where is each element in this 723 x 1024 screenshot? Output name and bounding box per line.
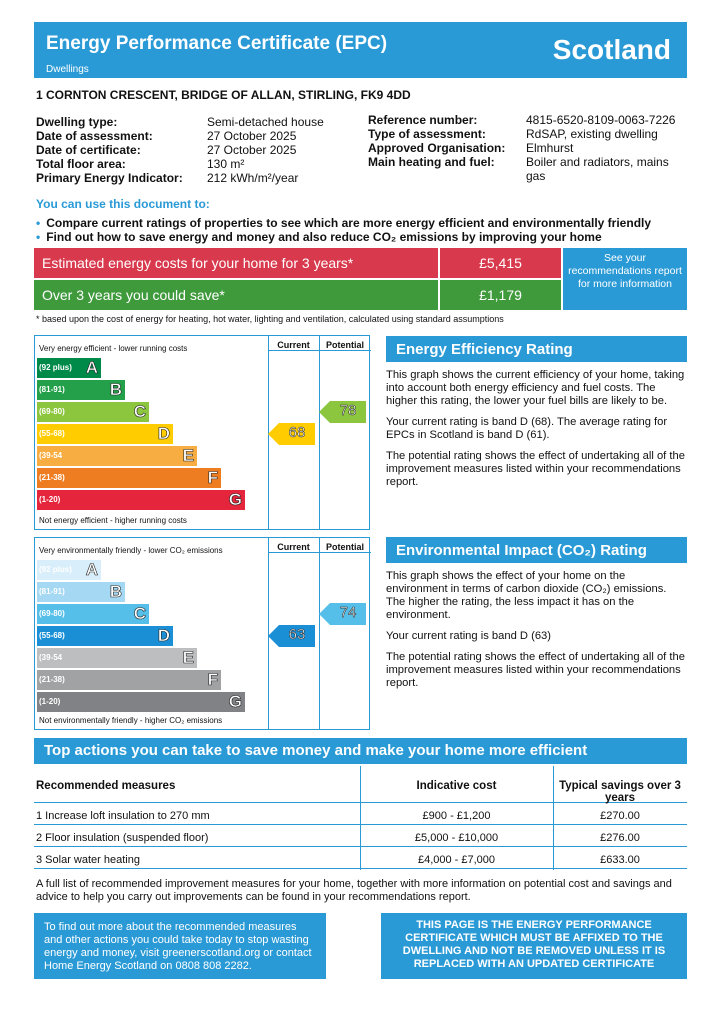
band-range: (81-91) bbox=[39, 587, 65, 596]
details-left-values bbox=[207, 115, 357, 185]
panel-paragraph: The potential rating shows the effect of undertaking all of the improvement measures listed within your recommendations report. bbox=[386, 651, 685, 689]
chart-bottom-note: Not energy efficient - higher running costs bbox=[39, 516, 187, 525]
potential-savings-row bbox=[34, 280, 561, 310]
band-letter: F bbox=[207, 468, 218, 487]
use-item: • Find out how to save energy and money and also reduce CO₂ emissions by improving your home bbox=[36, 230, 602, 244]
measure-cell: 1 Increase loft insulation to 270 mm bbox=[36, 810, 210, 822]
chart-bottom-note: Not environmentally friendly - higher CO₂ emissions bbox=[39, 716, 223, 725]
efficiency-panel-text bbox=[386, 369, 686, 497]
detail-value: Boiler and radiators, mains gas bbox=[526, 155, 669, 183]
band-letter: B bbox=[109, 380, 122, 399]
savings-cell: £270.00 bbox=[600, 810, 640, 822]
environment-panel-text bbox=[386, 570, 686, 698]
current-column-header: Current bbox=[277, 542, 310, 552]
band-range: (69-80) bbox=[39, 609, 65, 618]
detail-label: Date of certificate: bbox=[36, 143, 141, 157]
chart-top-note: Very environmentally friendly - lower CO₂ emissions bbox=[39, 546, 223, 555]
region-label: Scotland bbox=[552, 34, 671, 65]
see-recommendations-note: See your recommendations report for more information bbox=[563, 248, 687, 310]
rating-band-a bbox=[37, 560, 101, 580]
property-address: 1 CORNTON CRESCENT, BRIDGE OF ALLAN, STIRLING, FK9 4DD bbox=[36, 88, 411, 102]
table-rule bbox=[34, 846, 687, 847]
current-rating-arrow: 68 bbox=[279, 423, 315, 445]
detail-label: Reference number: bbox=[368, 113, 478, 127]
environmental-impact-chart bbox=[34, 537, 370, 730]
rating-band-c bbox=[37, 402, 149, 422]
actions-table bbox=[34, 766, 687, 870]
efficiency-panel-heading: Energy Efficiency Rating bbox=[386, 336, 687, 362]
detail-label: Approved Organisation: bbox=[368, 141, 506, 155]
estimated-costs-row bbox=[34, 248, 561, 278]
band-letter: E bbox=[182, 648, 194, 667]
rating-band-b bbox=[37, 582, 125, 602]
band-range: (55-68) bbox=[39, 429, 65, 438]
rating-band-c bbox=[37, 604, 149, 624]
detail-value: 27 October 2025 bbox=[207, 129, 297, 143]
use-item: • Compare current ratings of properties to see which are more energy efficient and environmentally friendly bbox=[36, 216, 652, 230]
detail-value: Semi-detached house bbox=[207, 115, 324, 129]
cost-footnote: * based upon the cost of energy for heating, hot water, lighting and ventilation, calculated using standard assumptions bbox=[36, 314, 504, 324]
cost-cell: £5,000 - £10,000 bbox=[414, 832, 499, 844]
rating-band-a bbox=[37, 358, 101, 378]
measure-cell: 3 Solar water heating bbox=[36, 854, 140, 866]
estimated-costs-value: £5,415 bbox=[440, 248, 561, 278]
detail-label: Dwelling type: bbox=[36, 115, 118, 129]
potential-savings-label: Over 3 years you could save* bbox=[34, 280, 438, 310]
band-letter: B bbox=[109, 582, 122, 601]
environment-panel-heading: Environmental Impact (CO₂) Rating bbox=[386, 537, 687, 563]
band-range: (39-54 bbox=[39, 653, 63, 662]
band-letter: E bbox=[182, 446, 194, 465]
band-letter: D bbox=[157, 424, 170, 443]
bullet-icon: • bbox=[36, 230, 41, 244]
measures-column-header: Recommended measures bbox=[36, 780, 176, 792]
band-range: (1-20) bbox=[39, 697, 61, 706]
band-letter: D bbox=[157, 626, 170, 645]
savings-column-header: Typical savings over 3 years bbox=[559, 780, 681, 804]
band-range: (81-91) bbox=[39, 385, 65, 394]
details-left-labels bbox=[36, 115, 196, 185]
column-header-rule bbox=[268, 552, 371, 553]
band-letter: A bbox=[85, 358, 98, 377]
detail-value: Elmhurst bbox=[526, 141, 574, 155]
cost-column-header: Indicative cost bbox=[416, 780, 497, 792]
detail-value: 4815-6520-8109-0063-7226 bbox=[526, 113, 676, 127]
estimated-costs-label: Estimated energy costs for your home for 3 years* bbox=[34, 248, 438, 278]
detail-value: RdSAP, existing dwelling bbox=[526, 127, 658, 141]
potential-rating-arrow: 74 bbox=[330, 603, 366, 625]
band-letter: C bbox=[133, 604, 146, 623]
detail-label: Main heating and fuel: bbox=[368, 155, 495, 169]
detail-label: Date of assessment: bbox=[36, 129, 153, 143]
use-heading: You can use this document to: bbox=[36, 197, 210, 211]
band-range: (21-38) bbox=[39, 675, 65, 684]
more-info-box: To find out more about the recommended measures and other actions you could take today to stop wasting energy and money, visit greenerscotland.org or contact Home Energy Scotland on 0808 808 2282. bbox=[34, 913, 326, 979]
column-separator bbox=[319, 336, 320, 529]
use-list bbox=[36, 216, 686, 244]
detail-value: 27 October 2025 bbox=[207, 143, 297, 157]
savings-cell: £633.00 bbox=[600, 854, 640, 866]
details-right-values bbox=[526, 113, 691, 183]
cost-cell: £900 - £1,200 bbox=[422, 810, 491, 822]
rating-band-g bbox=[37, 692, 245, 712]
potential-savings-value: £1,179 bbox=[440, 280, 561, 310]
rating-band-f bbox=[37, 670, 221, 690]
band-letter: G bbox=[228, 490, 242, 509]
cost-cell: £4,000 - £7,000 bbox=[417, 854, 496, 866]
table-rule bbox=[34, 868, 687, 869]
header-banner bbox=[34, 22, 687, 78]
savings-cell: £276.00 bbox=[600, 832, 640, 844]
band-range: (1-20) bbox=[39, 495, 61, 504]
column-header-rule bbox=[268, 350, 371, 351]
panel-paragraph: This graph shows the current efficiency of your home, taking into account both energy efficiency and fuel costs. The higher this rating, the lower your fuel bills are likely to be. bbox=[386, 369, 685, 407]
band-range: (92 plus) bbox=[39, 363, 72, 372]
table-rule bbox=[34, 824, 687, 825]
detail-label: Primary Energy Indicator: bbox=[36, 171, 183, 185]
band-range: (21-38) bbox=[39, 473, 65, 482]
current-column-header: Current bbox=[277, 340, 310, 350]
band-range: (69-80) bbox=[39, 407, 65, 416]
band-range: (55-68) bbox=[39, 631, 65, 640]
rating-band-f bbox=[37, 468, 221, 488]
detail-value: 130 m² bbox=[207, 157, 245, 171]
panel-paragraph: The potential rating shows the effect of undertaking all of the improvement measures listed within your recommendations report. bbox=[386, 450, 685, 488]
potential-rating-arrow: 78 bbox=[330, 401, 366, 423]
current-rating-arrow: 63 bbox=[279, 625, 315, 647]
rating-band-g bbox=[37, 490, 245, 510]
detail-label: Total floor area: bbox=[36, 157, 126, 171]
panel-paragraph: Your current rating is band D (63) bbox=[386, 630, 551, 642]
potential-column-header: Potential bbox=[325, 542, 364, 552]
rating-band-d bbox=[37, 424, 173, 444]
potential-column-header: Potential bbox=[325, 340, 364, 350]
detail-value: 212 kWh/m²/year bbox=[207, 171, 299, 185]
details-right-labels bbox=[368, 113, 518, 169]
panel-paragraph: Your current rating is band D (68). The average rating for EPCs in Scotland is band D (61). bbox=[386, 416, 668, 441]
full-list-note: A full list of recommended improvement measures for your home, together with more information on potential cost and savings and advice to help you carry out improvements can be found in your recommendations report. bbox=[36, 878, 672, 903]
page-title: Energy Performance Certificate (EPC) bbox=[46, 33, 388, 54]
affix-notice-box: THIS PAGE IS THE ENERGY PERFORMANCE CERTIFICATE WHICH MUST BE AFFIXED TO THE DWELLING AND NOT BE REMOVED UNLESS IT IS REPLACED WITH AN UPDATED CERTIFICATE bbox=[381, 913, 687, 979]
measure-cell: 2 Floor insulation (suspended floor) bbox=[36, 832, 209, 844]
rating-band-b bbox=[37, 380, 125, 400]
rating-band-e bbox=[37, 648, 197, 668]
band-letter: G bbox=[228, 692, 242, 711]
column-separator bbox=[319, 538, 320, 729]
band-letter: A bbox=[85, 560, 98, 579]
page-subtitle: Dwellings bbox=[46, 64, 89, 75]
energy-efficiency-chart bbox=[34, 335, 370, 530]
band-letter: F bbox=[207, 670, 218, 689]
band-letter: C bbox=[133, 402, 146, 421]
chart-top-note: Very energy efficient - lower running costs bbox=[39, 344, 188, 353]
detail-label: Type of assessment: bbox=[368, 127, 486, 141]
panel-paragraph: This graph shows the effect of your home on the environment in terms of carbon dioxide (CO₂) emissions. The higher the rating, the less impact it has on the environment. bbox=[386, 570, 667, 621]
band-range: (92 plus) bbox=[39, 565, 72, 574]
band-range: (39-54 bbox=[39, 451, 63, 460]
rating-band-d bbox=[37, 626, 173, 646]
actions-heading: Top actions you can take to save money and make your home more efficient bbox=[34, 738, 687, 764]
rating-band-e bbox=[37, 446, 197, 466]
bullet-icon: • bbox=[36, 216, 41, 230]
